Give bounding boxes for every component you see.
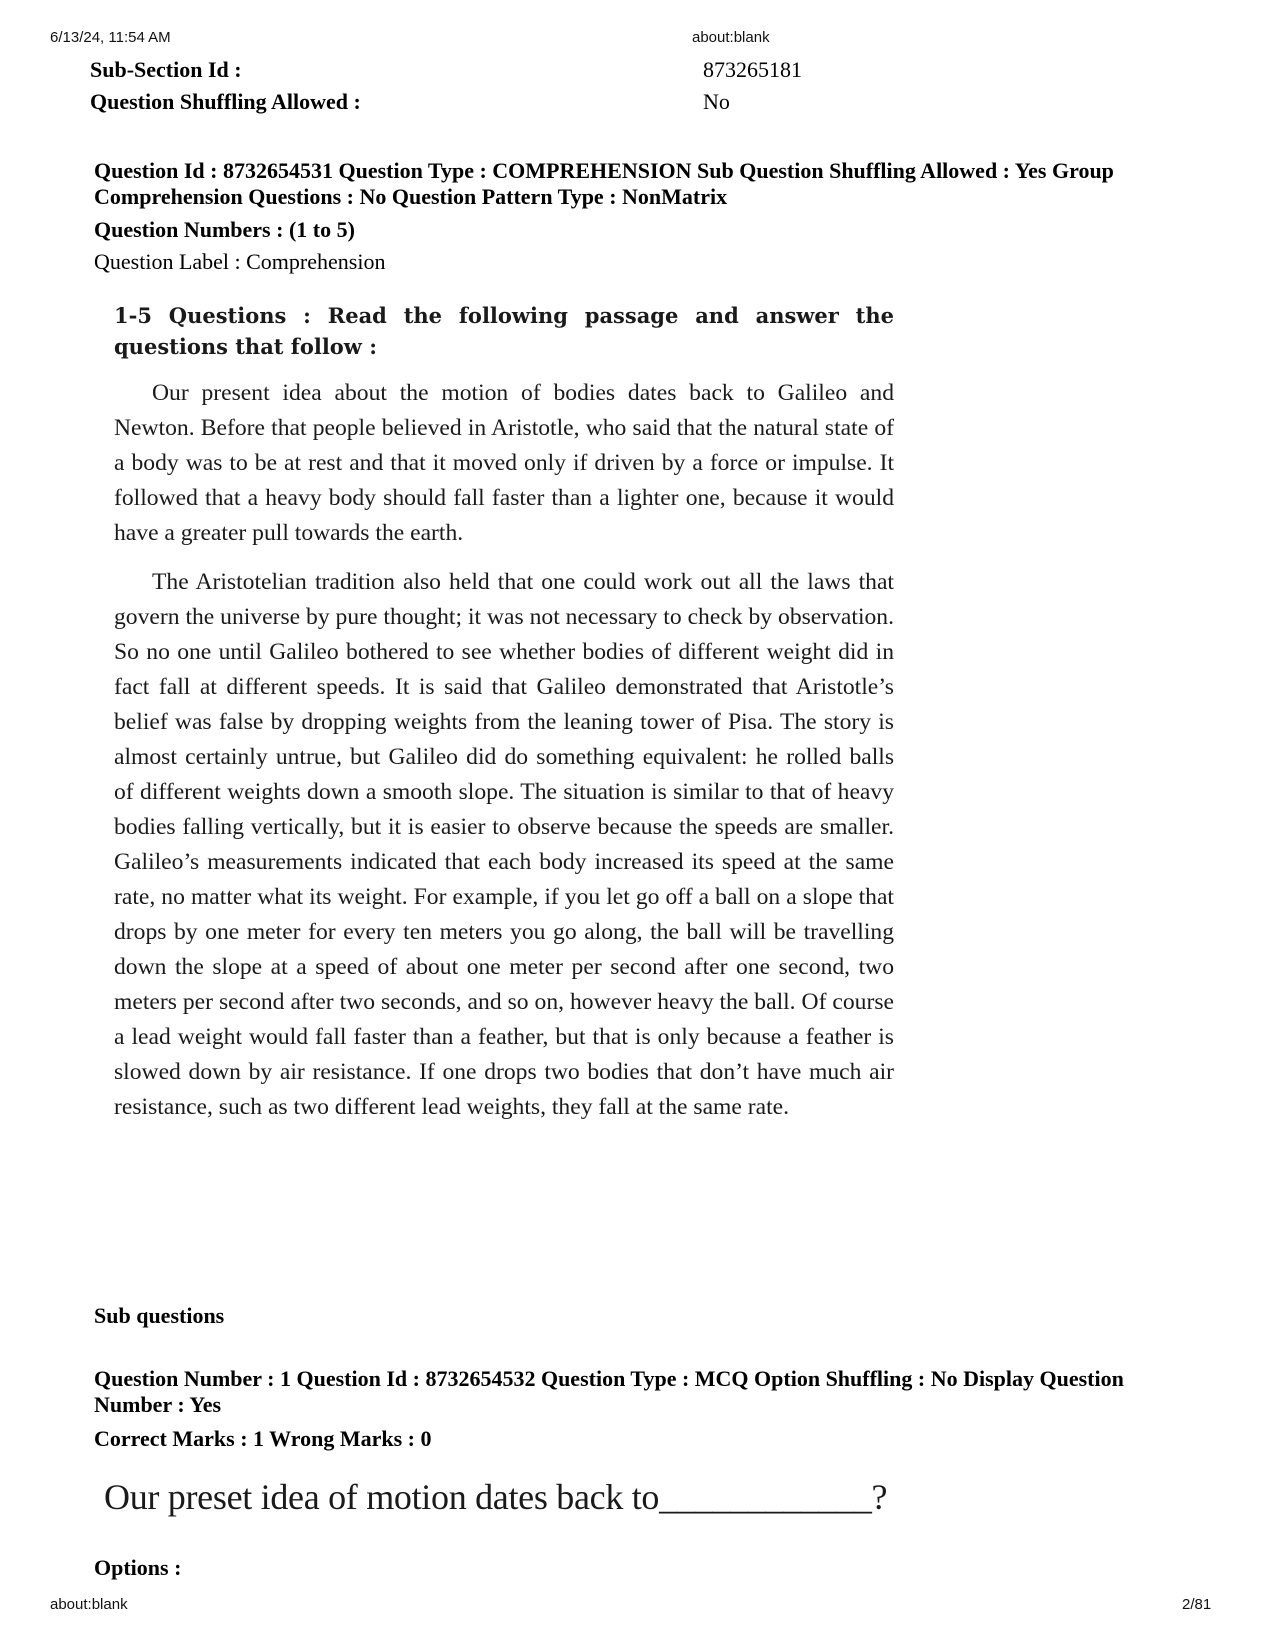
page-number: 2/81 [1182, 1596, 1212, 1613]
question-1-text: Our preset idea of motion dates back to____________? [104, 1477, 888, 1517]
shuffling-label: Question Shuffling Allowed : [90, 89, 361, 114]
sub-questions-title: Sub questions [94, 1303, 225, 1328]
sub-section-value: 873265181 [703, 57, 802, 82]
footer-url: about:blank [50, 1596, 128, 1613]
comprehension-header: Question Id : 8732654531 Question Type : COMPREHENSION Sub Question Shuffling Allowed : Yes Group Comprehension Questions : No Question Pattern Type : NonMatrix [94, 158, 1114, 209]
print-datetime: 6/13/24, 11:54 AM [50, 29, 171, 46]
shuffling-value: No [703, 89, 730, 114]
print-url: about:blank [692, 29, 770, 46]
question-1-marks: Correct Marks : 1 Wrong Marks : 0 [94, 1426, 432, 1451]
question-numbers: Question Numbers : (1 to 5) [94, 217, 355, 242]
options-label: Options : [94, 1555, 182, 1580]
passage-image [114, 300, 894, 1139]
question-label: Question Label : Comprehension [94, 249, 386, 274]
sub-section-label: Sub-Section Id : [90, 57, 242, 82]
passage-paragraph-1: Our present idea about the motion of bodies dates back to Galileo and Newton. Before that people believed in Aristotle, who said that the natural state of a body was to be at rest and that it moved only if driven by a force or impulse. It followed that a heavy body should fall faster than a lighter one, because it would have a greater pull towards the earth. [114, 380, 894, 546]
passage-heading: 1-5 Questions : Read the following passage and answer the questions that follow : [114, 303, 894, 359]
question-1-header: Question Number : 1 Question Id : 8732654532 Question Type : MCQ Option Shuffling : No Display Question Number : Yes [94, 1366, 1124, 1417]
passage-paragraph-2: The Aristotelian tradition also held that one could work out all the laws that govern the universe by pure thought; it was not necessary to check by observation. So no one until Galileo bothered to see whether bodies of different weight did in fact fall at different speeds. It is said that Galileo demonstrated that Aristotle’s belief was false by dropping weights from the leaning tower of Pisa. The story is almost certainly untrue, but Galileo did do something equivalent: he rolled balls of different weights down a smooth slope. The situation is similar to that of heavy bodies falling vertically, but it is easier to observe because the speeds are smaller. Galileo’s measurements indicated that each body increased its speed at the same rate, no matter what its weight. For example, if you let go off a ball on a slope that drops by one meter for every ten meters you go along, the ball will be travelling down the slope at a speed of about one meter per second after one second, two meters per second after two seconds, and so on, however heavy the ball. Of course a lead weight would fall faster than a feather, but that is only because a feather is slowed down by air resistance. If one drops two bodies that don’t have much air resistance, such as two different lead weights, they fall at the same rate. [114, 569, 894, 1120]
